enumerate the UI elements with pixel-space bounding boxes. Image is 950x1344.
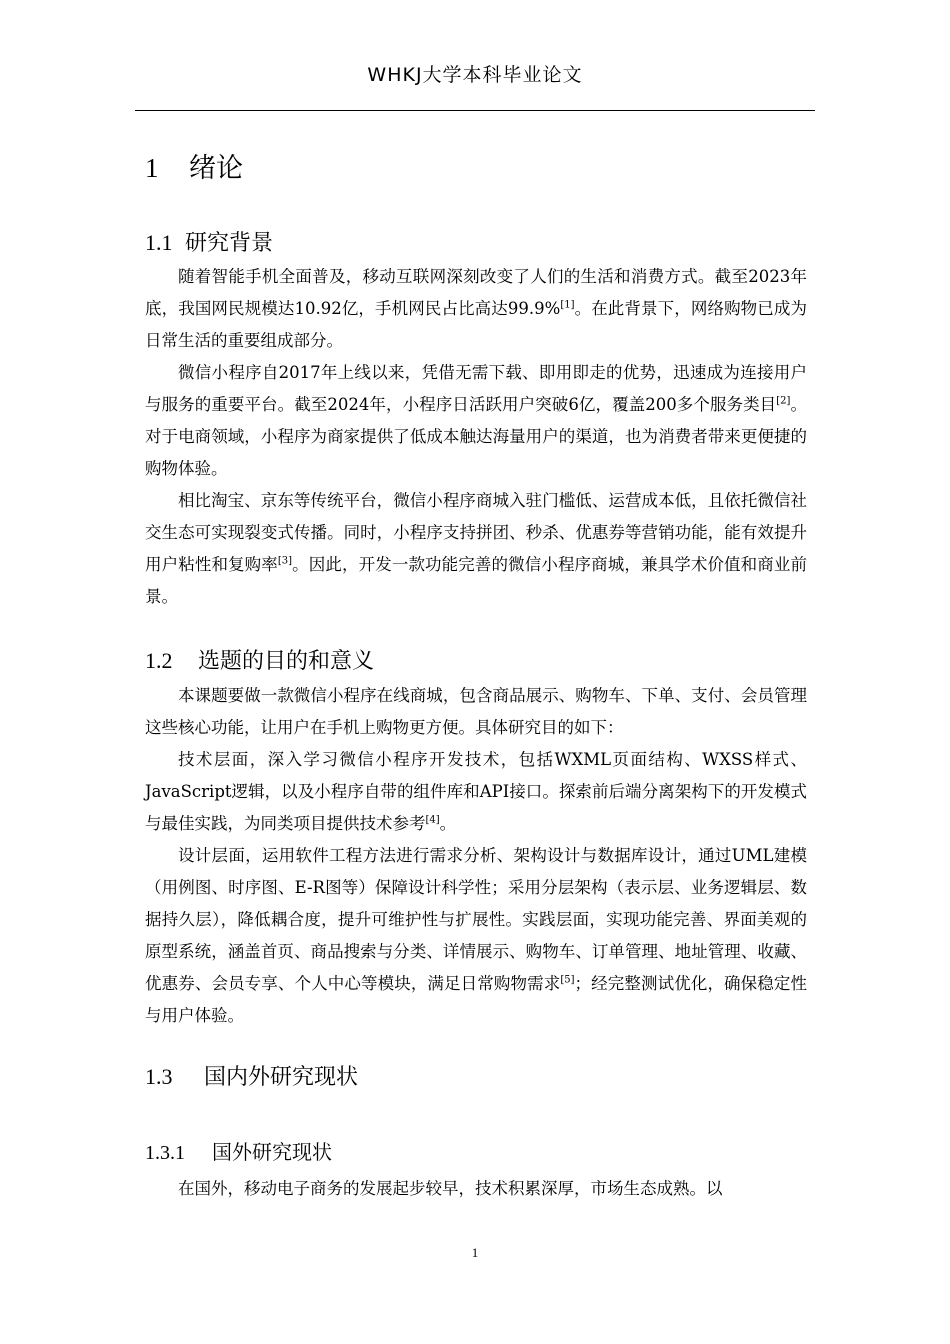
- paragraph: [145, 840, 807, 1032]
- paragraph-text: 在国外，移动电子商务的发展起步较早，技术积累深厚，市场生态成熟。以: [178, 1179, 723, 1198]
- section-heading-1-1: [145, 226, 273, 257]
- section-number: 1.2: [145, 648, 173, 673]
- section-heading-1-3: [145, 1060, 358, 1091]
- citation: [1]: [560, 299, 575, 311]
- citation: [5]: [560, 974, 575, 986]
- section-number: 1.3: [145, 1064, 173, 1089]
- paragraph: [145, 680, 807, 744]
- subsection-heading-1-3-1: [145, 1136, 332, 1165]
- chapter-heading: [145, 146, 243, 185]
- chapter-title: 绪论: [189, 153, 243, 184]
- section-heading-1-2: [145, 644, 374, 675]
- paragraph: [145, 357, 807, 485]
- citation: [3]: [277, 555, 293, 567]
- paragraph-text: ；经完整测试优化，确保稳定性与用户体验。: [145, 974, 808, 1025]
- paragraph: [145, 1173, 807, 1205]
- chapter-number: 1: [145, 153, 159, 183]
- header-divider: [135, 110, 815, 111]
- paragraph: [145, 261, 807, 357]
- section-title: 选题的目的和意义: [198, 649, 375, 674]
- paragraph-text: 。: [439, 814, 457, 833]
- running-header: WHKJ大学本科毕业论文: [367, 64, 583, 86]
- paragraph: [145, 485, 807, 613]
- page-number: 1: [471, 1245, 479, 1260]
- section-title: 研究背景: [185, 231, 274, 256]
- paragraph-text: 设计层面，运用软件工程方法进行需求分析、架构设计与数据库设计，通过UML建模（用例图、时序图、E-R图等）保障设计科学性；采用分层架构（表示层、业务逻辑层、数据持久层），降低耦合度，提升可维护性与扩展性。实践层面，实现功能完善、界面美观的原型系统，涵盖首页、商品搜索与分类、详情展示、购物车、订单管理、地址管理、收藏、优惠券、会员专享、个人中心等模块，满足日常购物需求: [145, 846, 807, 993]
- paragraph-text: 。对于电商领域，小程序为商家提供了低成本触达海量用户的渠道，也为消费者带来更便捷的购物体验。: [145, 395, 807, 478]
- citation: [2]: [776, 395, 791, 407]
- subsection-title: 国外研究现状: [212, 1140, 332, 1164]
- paragraph-text: 技术层面，深入学习微信小程序开发技术，包括WXML页面结构、WXSS样式、JavaScript逻辑，以及小程序自带的组件库和API接口。探索前后端分离架构下的开发模式与最佳实践，为同类项目提供技术参考: [145, 750, 807, 833]
- section-number: 1.1: [145, 230, 173, 255]
- paragraph-text: 。在此背景下，网络购物已成为日常生活的重要组成部分。: [145, 299, 807, 350]
- paragraph-text: 随着智能手机全面普及，移动互联网深刻改变了人们的生活和消费方式。截至2023年底，我国网民规模达10.92亿，手机网民占比高达99.9%: [145, 267, 807, 318]
- paragraph: [145, 744, 807, 840]
- citation: [4]: [425, 814, 440, 826]
- section-title: 国内外研究现状: [204, 1065, 359, 1090]
- paragraph-text: 微信小程序自2017年上线以来，凭借无需下载、即用即走的优势，迅速成为连接用户与服务的重要平台。截至2024年，小程序日活跃用户突破6亿，覆盖200多个服务类目: [145, 363, 807, 414]
- paragraph-text: 本课题要做一款微信小程序在线商城，包含商品展示、购物车、下单、支付、会员管理这些核心功能，让用户在手机上购物更方便。具体研究目的如下：: [145, 686, 807, 737]
- subsection-number: 1.3.1: [145, 1142, 185, 1164]
- paragraph-text: 相比淘宝、京东等传统平台，微信小程序商城入驻门槛低、运营成本低，且依托微信社交生态可实现裂变式传播。同时，小程序支持拼团、秒杀、优惠券等营销功能，能有效提升用户粘性和复购率: [145, 491, 807, 574]
- paragraph-text: 。因此，开发一款功能完善的微信小程序商城，兼具学术价值和商业前景。: [145, 555, 808, 606]
